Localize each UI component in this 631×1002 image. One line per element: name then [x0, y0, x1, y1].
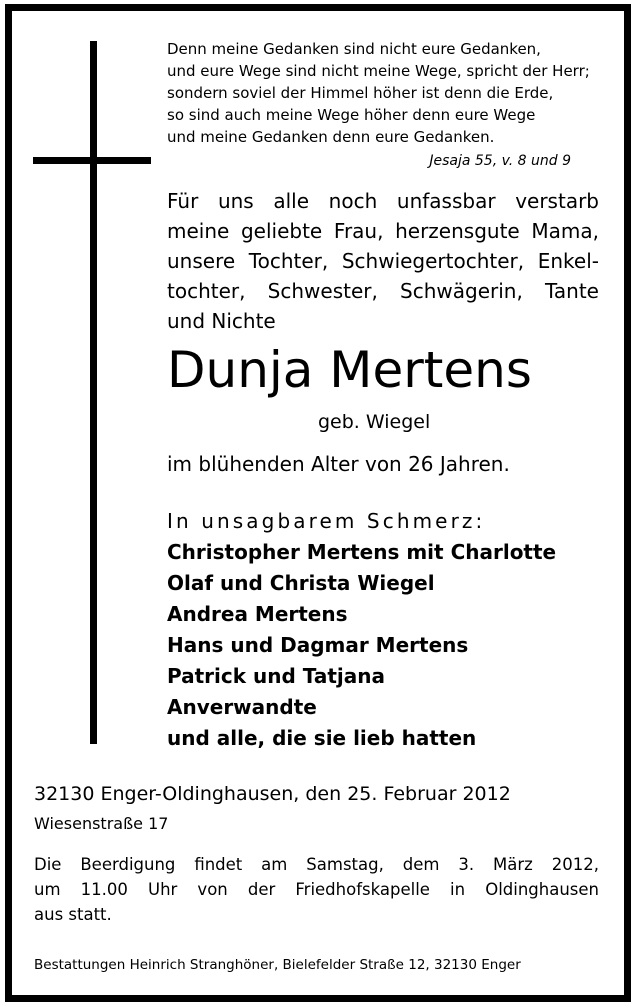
street-address: Wiesenstraße 17	[34, 814, 169, 833]
verse-reference: Jesaja 55, v. 8 und 9	[429, 153, 571, 169]
intro-line: tochter, Schwester, Schwägerin, Tante	[167, 279, 599, 303]
intro-line: Für uns alle noch unfassbar verstarb	[167, 189, 599, 213]
age-text: im blühenden Alter von 26 Jahren.	[167, 452, 510, 476]
intro-line: unsere Tochter, Schwiegertochter, Enkel-	[167, 249, 599, 273]
bible-verse	[167, 38, 607, 172]
funeral-line: aus statt.	[34, 905, 112, 924]
maiden-name: geb. Wiegel	[318, 411, 431, 433]
verse-line: Denn meine Gedanken sind nicht eure Gedanken,	[167, 40, 541, 58]
intro-text	[167, 186, 599, 336]
deceased-name: Dunja Mertens	[167, 341, 532, 399]
cross-icon-horizontal-bar	[33, 157, 151, 164]
verse-line: sondern soviel der Himmel höher ist denn die Erde,	[167, 84, 554, 102]
verse-line: und meine Gedanken denn eure Gedanken.	[167, 128, 495, 146]
mourner-entry: Olaf und Christa Wiegel	[167, 571, 435, 595]
intro-line: meine geliebte Frau, herzensgute Mama,	[167, 219, 599, 243]
place-and-date: 32130 Enger-Oldinghausen, den 25. Februar 2012	[34, 783, 511, 805]
funeral-info	[34, 852, 599, 927]
verse-line: und eure Wege sind nicht meine Wege, spricht der Herr;	[167, 62, 590, 80]
mourner-entry: Hans und Dagmar Mertens	[167, 633, 469, 657]
mourner-entry: Andrea Mertens	[167, 602, 348, 626]
mourner-entry: Anverwandte	[167, 695, 317, 719]
intro-line: und Nichte	[167, 309, 276, 333]
mourner-entry: und alle, die sie lieb hatten	[167, 726, 477, 750]
mourner-entry: Christopher Mertens mit Charlotte	[167, 540, 557, 564]
funeral-line: Die Beerdigung findet am Samstag, dem 3. März 2012,	[34, 855, 599, 874]
mourning-heading: In unsagbarem Schmerz:	[167, 509, 486, 533]
mourner-entry: Patrick und Tatjana	[167, 664, 385, 688]
verse-line: so sind auch meine Wege höher denn eure Wege	[167, 106, 536, 124]
funeral-line: um 11.00 Uhr von der Friedhofskapelle in Oldinghausen	[34, 880, 599, 899]
mourners-list	[167, 537, 556, 754]
cross-icon-vertical-bar	[90, 41, 97, 744]
undertaker-info: Bestattungen Heinrich Stranghöner, Bielefelder Straße 12, 32130 Enger	[34, 957, 521, 973]
